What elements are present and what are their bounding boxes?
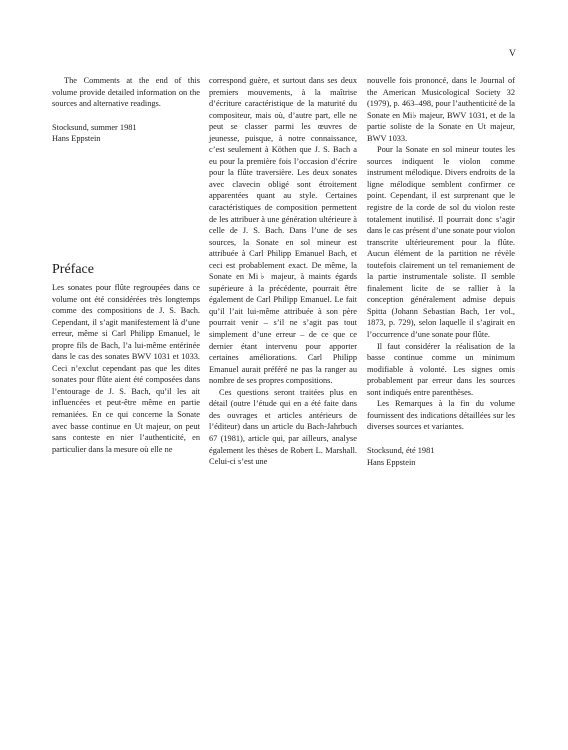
french-author: Hans Eppstein [367, 457, 416, 467]
french-paragraph-3: Ces questions seront traitées plus en détail (outre l’étude qui en a été faite dans des ouvrages et articles antérieurs de l’éditeur) dans un article du Bach-Jahrbuch 67 (1981), article qui, par ailleurs, analyse également les thèses de Robert L. Marshall. Celui-ci s’est une [209, 387, 357, 467]
english-place-date: Stocksund, summer 1981 [52, 122, 137, 132]
french-paragraph-7: Les Remarques à la fin du volume fournissent des indications détaillées sur les diverses sources et variantes. [367, 399, 515, 432]
french-paragraph-4: nouvelle fois prononcé, dans le Journal of the American Musicological Society 32 (1979), p. 463–498, pour l’authenticité de la Sonate en Mi♭ majeur, BWV 1031, et de la partie soliste de la Sonate en Ut majeur, BWV 1033. [367, 76, 515, 143]
english-paragraph: The Comments at the end of this volume provide detailed information on the sources and alternative readings. [52, 76, 200, 109]
french-place-date: Stocksund, été 1981 [367, 445, 435, 455]
page-number: V [509, 49, 517, 59]
french-paragraph-6: Il faut considérer la réalisation de la basse continue comme un minimum modifiable à volonté. Les signes omis probablement par erreur dans les sources sont indiqués entre parenthèses. [367, 341, 515, 397]
english-author: Hans Eppstein [52, 134, 101, 144]
french-column-1 [52, 282, 200, 455]
english-note-column [52, 75, 200, 145]
french-column-3 [367, 75, 515, 468]
french-column-2 [209, 75, 357, 468]
french-paragraph-1: Les sonates pour flûte regroupées dans ce volume ont été considérées très longtemps comme des compositions de J. S. Bach. Cependant, il s’agit manifestement là d’une erreur, même si Carl Philipp Emanuel, le propre fils de Bach, l’a lui-même entérinée dans le cas des sonates BWV 1031 et 1033. Ceci n’exclut cependant pas que les dites sonates pour flûte aient été composées dans l’entourage de J. S. Bach, qu’il les ait influencées et peut-être même en partie remaniées. En ce qui concerne la Sonate avec basse continue en Ut majeur, on peut sans conteste en nier l’authenticité, en particulier dans la mesure où elle ne [52, 283, 200, 454]
french-paragraph-2: correspond guère, et surtout dans ses deux premiers mouvements, à la maîtrise d’écriture caractéristique de la maturité du compositeur, mais où, d’autre part, elle ne peut se classer parmi les œuvres de jeunesse, puisque, à notre connaissance, c’est seulement à Köthen que J. S. Bach a eu pour la première fois l’occasion d’écrire pour la flûte traversière. Les deux sonates avec clavecin obligé sont étroitement apparentées quant au style. Certaines caractéristiques de composition permettent de les attribuer à une génération ultérieure à celle de J. S. Bach. Dans l’une de ses sources, la Sonate en sol mineur est attribuée à Carl Philipp Emanuel Bach, et ceci est probablement exact. De même, la Sonate en Mi♭ majeur, à maints égards supérieure à la précédente, pourrait être également de Carl Philipp Emanuel. Le fait qu’il l’ait lui-même attribuée à son père pourrait venir – s’il ne s’agit pas tout simplement d’une erreur – de ce que ce dernier étant intervenu pour apporter certaines améliorations. Carl Philipp Emanuel aurait préféré ne pas la ranger au nombre de ses propres compositions. [209, 76, 357, 386]
preface-heading: Préface [52, 262, 94, 277]
french-paragraph-5: Pour la Sonate en sol mineur toutes les sources indiquent le violon comme instrument mélodique. Divers endroits de la ligne mélodique semblent confirmer ce point. Cependant, il est surprenant que le registre de la corde de sol du violon reste totalement inutilisé. Il pourrait donc s’agir dans le cas présent d’une sonate pour violon transcrite ultérieurement pour la flûte. Aucun élément de la partition ne révèle toutefois clairement un tel remaniement de la partie instrumentale soliste. Il semble finalement licite de se rallier à la conception généralement admise depuis Spitta (Johann Sebastian Bach, 1er vol., 1873, p. 729), selon laquelle il s’agirait en l’occurrence d’une sonate pour flûte. [367, 145, 515, 340]
